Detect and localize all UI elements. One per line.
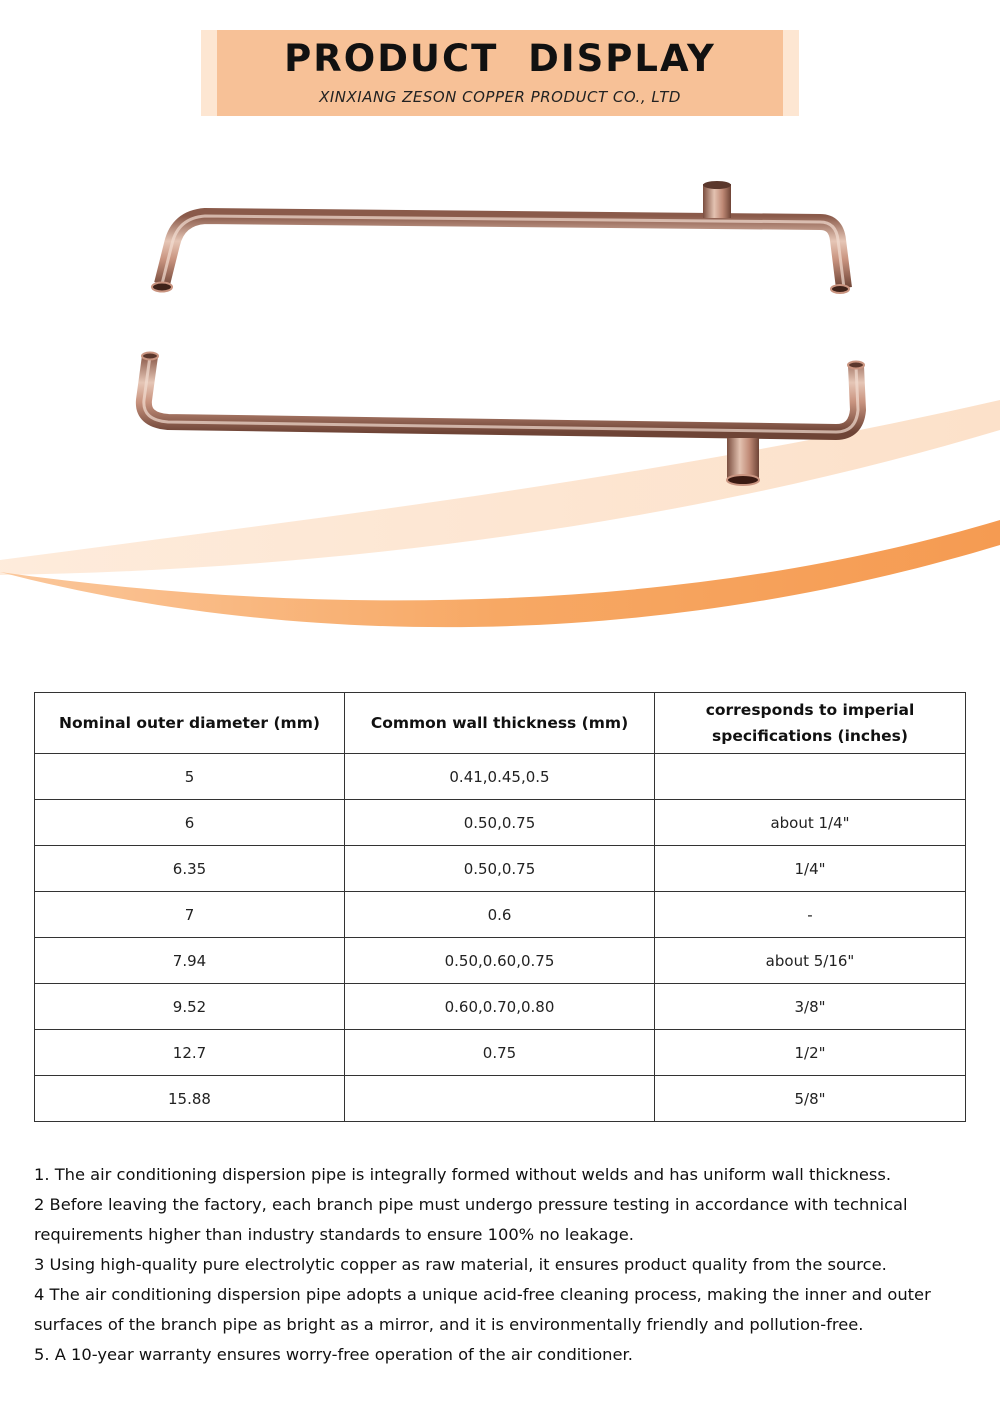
note-item: 2 Before leaving the factory, each branch pipe must undergo pressure testing in accordance with technical requirements higher than industry standards to ensure 100% no leakage. — [34, 1195, 908, 1244]
note-item: 5. A 10-year warranty ensures worry-free operation of the air conditioner. — [34, 1345, 633, 1364]
imperial-spec-cell: 1/4" — [655, 846, 966, 892]
note-item: 3 Using high-quality pure electrolytic copper as raw material, it ensures product quality from the source. — [34, 1255, 887, 1274]
column-header-outer-diameter: Nominal outer diameter (mm) — [35, 693, 345, 754]
table-header-row — [35, 693, 966, 754]
outer-diameter-cell: 15.88 — [35, 1076, 345, 1122]
outer-diameter-cell: 12.7 — [35, 1030, 345, 1076]
outer-diameter-cell: 7 — [35, 892, 345, 938]
imperial-spec-cell: about 1/4" — [655, 800, 966, 846]
table-row — [35, 892, 966, 938]
table-row — [35, 1076, 966, 1122]
table-row — [35, 846, 966, 892]
outer-diameter-cell: 7.94 — [35, 938, 345, 984]
note-item: 4 The air conditioning dispersion pipe adopts a unique acid-free cleaning process, making the inner and outer surfaces of the branch pipe as bright as a mirror, and it is environmentally friendly and pollution-free. — [34, 1285, 931, 1334]
product-photo — [0, 150, 1000, 670]
outer-diameter-cell: 9.52 — [35, 984, 345, 1030]
wall-thickness-cell: 0.6 — [345, 892, 655, 938]
wall-thickness-cell: 0.50,0.60,0.75 — [345, 938, 655, 984]
copper-pipe-top — [152, 181, 849, 293]
wall-thickness-cell: 0.75 — [345, 1030, 655, 1076]
page-title: PRODUCT DISPLAY — [284, 37, 716, 80]
imperial-spec-cell — [655, 754, 966, 800]
wall-thickness-cell — [345, 1076, 655, 1122]
imperial-spec-cell: 5/8" — [655, 1076, 966, 1122]
note-item: 1. The air conditioning dispersion pipe is integrally formed without welds and has uniform wall thickness. — [34, 1165, 892, 1184]
outer-diameter-cell: 5 — [35, 754, 345, 800]
imperial-spec-cell: 1/2" — [655, 1030, 966, 1076]
table-row — [35, 1030, 966, 1076]
wall-thickness-cell: 0.41,0.45,0.5 — [345, 754, 655, 800]
feature-notes — [34, 1160, 974, 1370]
table-row — [35, 938, 966, 984]
column-header-imperial-spec: corresponds to imperial specifications (inches) — [655, 693, 966, 754]
column-header-wall-thickness: Common wall thickness (mm) — [345, 693, 655, 754]
wall-thickness-cell: 0.60,0.70,0.80 — [345, 984, 655, 1030]
imperial-spec-cell: - — [655, 892, 966, 938]
table-row — [35, 800, 966, 846]
spec-table — [34, 692, 966, 1122]
wall-thickness-cell: 0.50,0.75 — [345, 800, 655, 846]
wall-thickness-cell: 0.50,0.75 — [345, 846, 655, 892]
outer-diameter-cell: 6.35 — [35, 846, 345, 892]
imperial-spec-cell: about 5/16" — [655, 938, 966, 984]
table-row — [35, 984, 966, 1030]
table-row — [35, 754, 966, 800]
copper-pipe-bottom — [142, 353, 864, 486]
company-name: XINXIANG ZESON COPPER PRODUCT CO., LTD — [319, 88, 681, 106]
imperial-spec-cell: 3/8" — [655, 984, 966, 1030]
outer-diameter-cell: 6 — [35, 800, 345, 846]
